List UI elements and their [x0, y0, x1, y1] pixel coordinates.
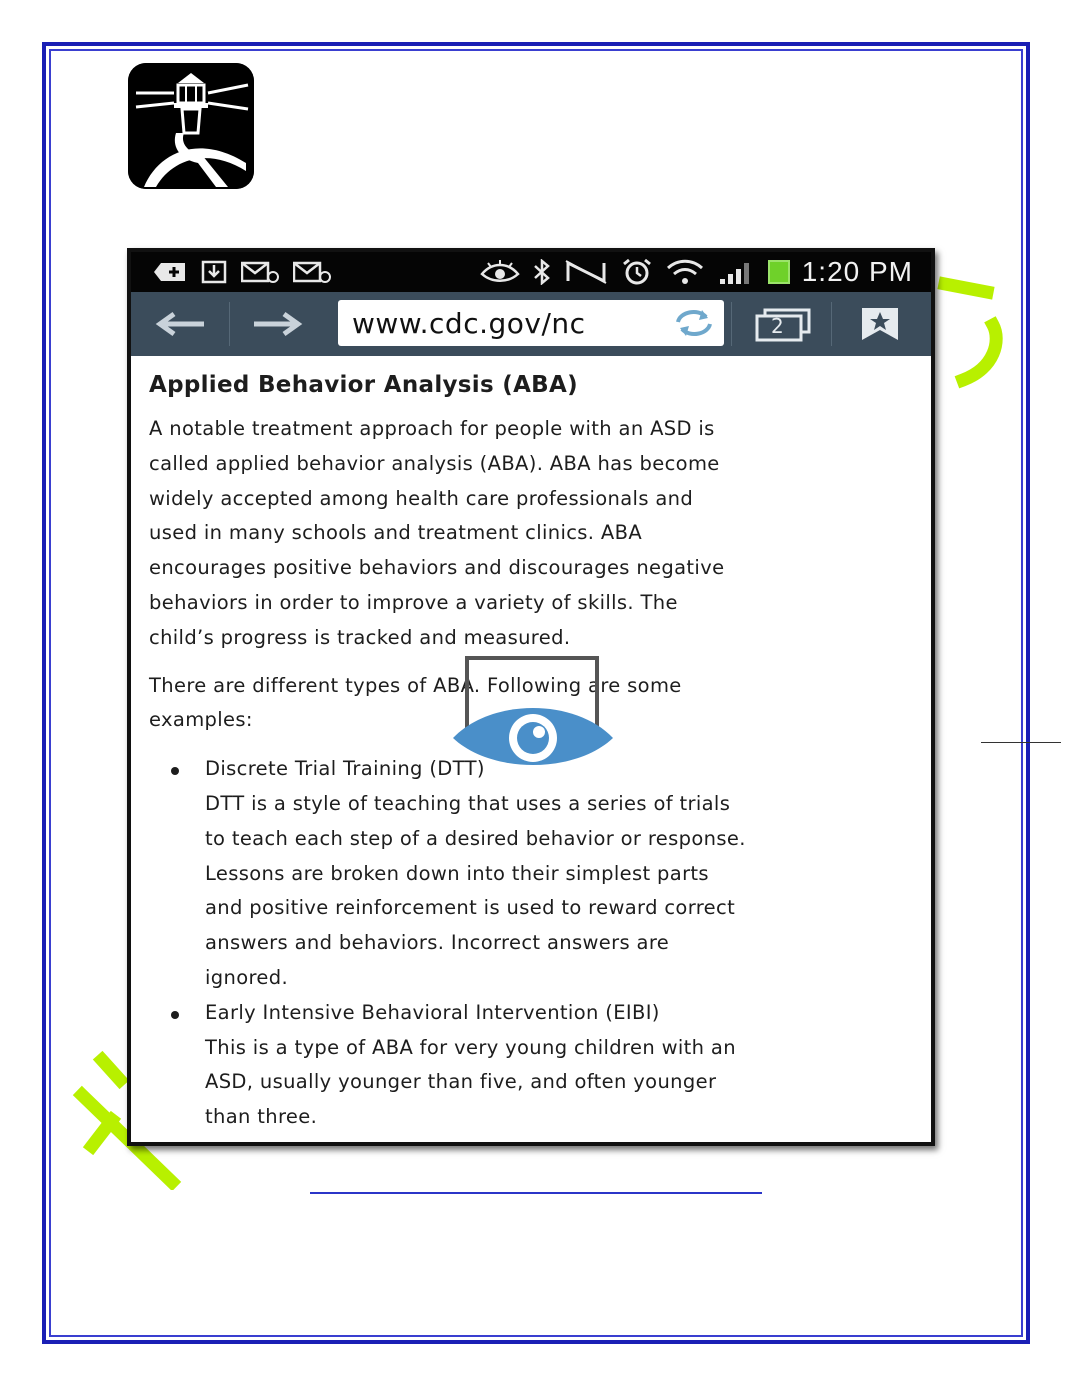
signal-icon: [716, 259, 756, 285]
list-item-title: Early Intensive Behavioral Intervention (EIBI): [205, 1000, 660, 1024]
text-line: examples:: [149, 708, 253, 732]
bookmark-star-icon: [856, 304, 904, 344]
alarm-icon: [620, 258, 654, 286]
list-item-title: Discrete Trial Training (DTT): [205, 757, 485, 781]
article-heading: Applied Behavior Analysis (ABA): [149, 372, 578, 398]
refresh-button[interactable]: [672, 306, 716, 340]
text-line: encourages positive behaviors and discourages negative: [149, 556, 725, 580]
notification-icons: [153, 258, 331, 286]
text-line: than three.: [205, 1105, 318, 1129]
text-line: ignored.: [205, 965, 289, 989]
text-line: to teach each step of a desired behavior or response.: [205, 826, 746, 850]
text-line: child’s progress is tracked and measured.: [149, 625, 571, 649]
toolbar-divider: [831, 302, 832, 346]
back-button[interactable]: [145, 302, 215, 346]
bluetooth-icon: [532, 259, 552, 285]
status-bar: [131, 252, 931, 292]
text-line: widely accepted among health care professionals and: [149, 486, 694, 510]
text-line: DTT is a style of teaching that uses a series of trials: [205, 791, 731, 815]
download-icon: [201, 260, 227, 284]
arrow-left-icon: [154, 311, 206, 337]
text-line: A notable treatment approach for people with an ASD is: [149, 417, 715, 440]
email-alert-icon: [293, 260, 331, 284]
nfc-icon: [564, 259, 608, 285]
reading-mode-overlay[interactable]: [451, 656, 615, 774]
hyperlink-underline[interactable]: [310, 1192, 762, 1194]
text-line: behaviors in order to improve a variety of skills. The: [149, 590, 678, 614]
list-item: [149, 752, 919, 996]
eye-comfort-icon: [480, 259, 520, 285]
refresh-icon: [672, 308, 716, 338]
email-icon: [241, 260, 279, 284]
text-line: ASD, usually younger than five, and often younger: [205, 1070, 717, 1094]
toolbar-divider: [229, 302, 230, 346]
phone-screenshot: [127, 248, 935, 1146]
toolbar-divider: [731, 302, 732, 346]
message-icon: [153, 261, 187, 283]
lighthouse-logo-icon: [128, 63, 254, 189]
address-bar[interactable]: [338, 300, 724, 346]
wifi-icon: [666, 259, 704, 285]
bullet-icon: [171, 1011, 179, 1019]
system-icons: [480, 256, 913, 288]
browser-toolbar: [131, 292, 931, 356]
article-paragraph-1: [149, 412, 919, 656]
text-line: answers and behaviors. Incorrect answers are: [205, 931, 670, 955]
bullet-icon: [171, 767, 179, 775]
battery-icon: [768, 260, 790, 284]
margin-rule-line: [981, 742, 1061, 743]
bookmark-button[interactable]: [856, 304, 904, 344]
forward-button[interactable]: [243, 302, 313, 346]
text-line: Lessons are broken down into their simplest parts: [205, 861, 709, 885]
text-line: and positive reinforcement is used to reward correct: [205, 896, 736, 920]
list-item: [149, 996, 919, 1135]
aba-types-list: [149, 752, 919, 1135]
tabs-button[interactable]: [751, 304, 815, 344]
text-line: called applied behavior analysis (ABA). ABA has become: [149, 451, 720, 475]
text-line: used in many schools and treatment clinics. ABA: [149, 521, 643, 545]
url-text: www.cdc.gov/nc: [352, 306, 586, 340]
eye-icon: [451, 656, 615, 774]
text-line: This is a type of ABA for very young children with an: [205, 1035, 736, 1059]
status-time: 1:20 PM: [801, 256, 913, 287]
arrow-right-icon: [252, 311, 304, 337]
tab-count: 2: [771, 314, 784, 338]
text-line: There are different types of ABA. Following are some: [149, 673, 682, 697]
